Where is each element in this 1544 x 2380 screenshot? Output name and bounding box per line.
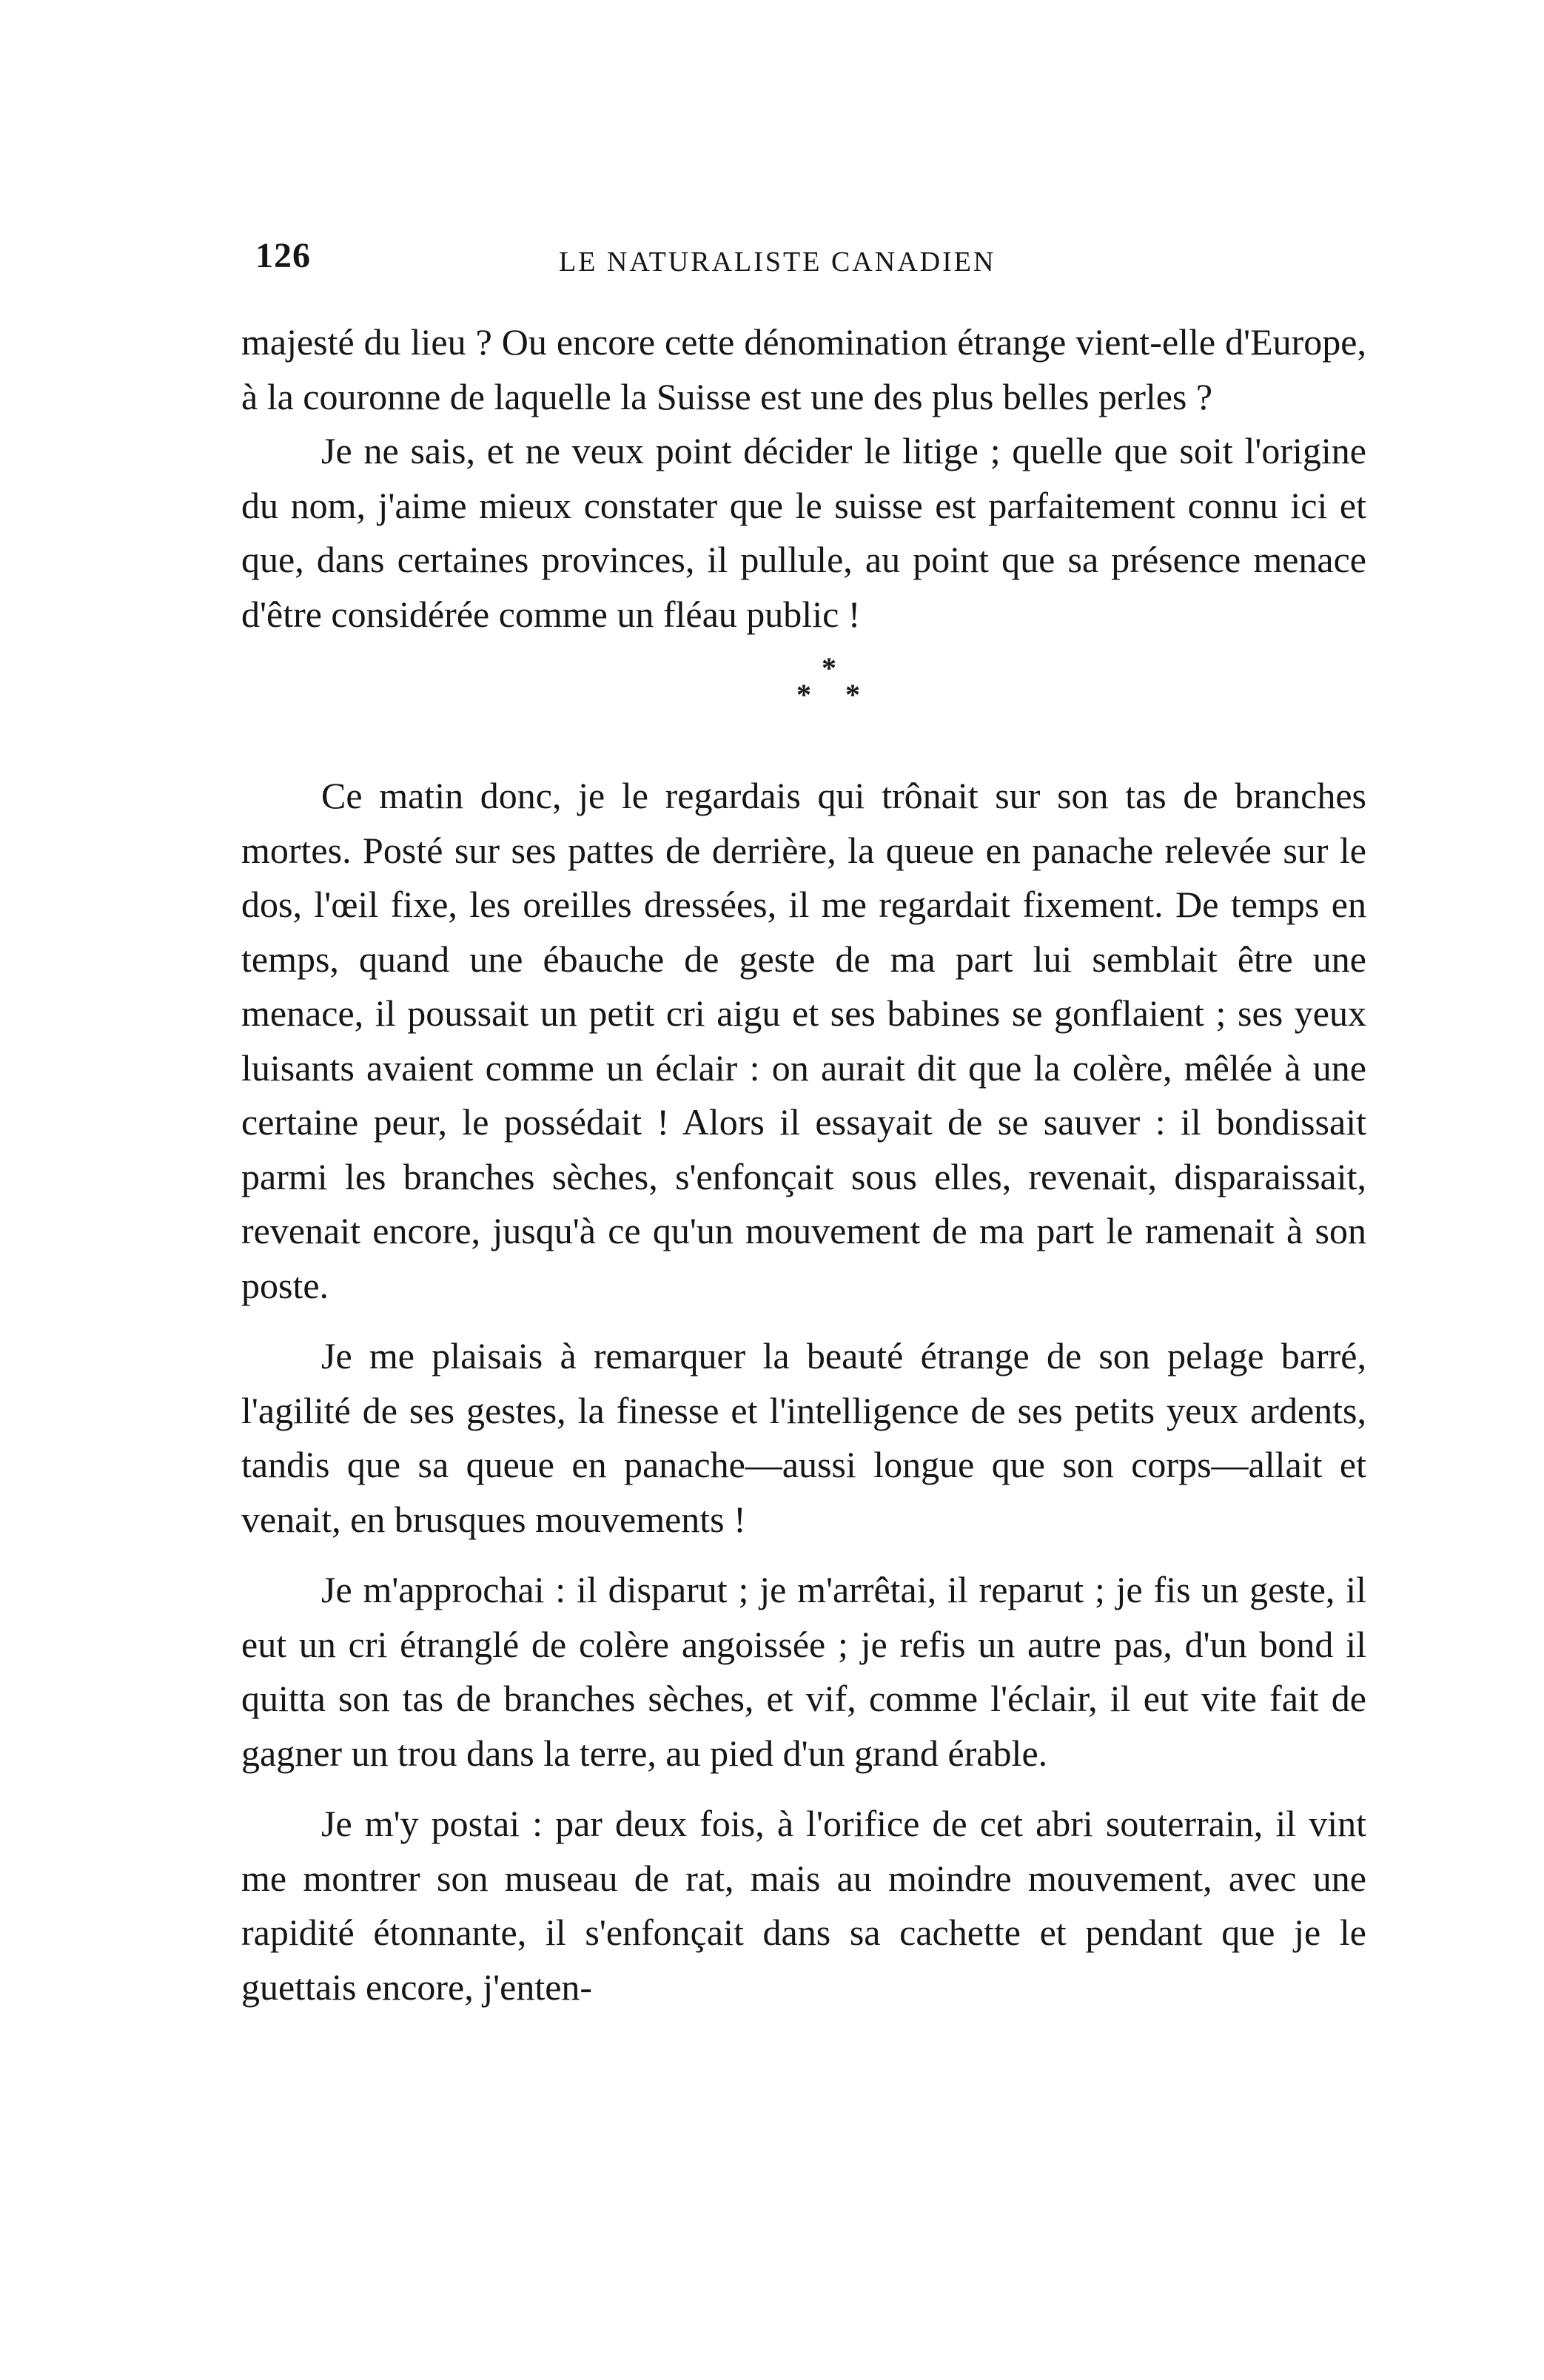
paragraph-3: Ce matin donc, je le regardais qui trônait sur son tas de branches mortes. Posté sur ses pattes de derrière, la queue en panache relevée sur le dos, l'œil fixe, les oreilles dressées, il me regardait fixement. De temps en temps, quand une ébauche de geste de ma part lui semblait être une menace, il poussait un petit cri aigu et ses babines se gonflaient ; ses yeux luisants avaient comme un éclair : on aurait dit que la colère, mêlée à une certaine peur, le possédait ! Alors il essayait de se sauver : il bondissait parmi les branches sèches, s'enfonçait sous elles, revenait, disparaissait, revenait encore, jusqu'à ce qu'un mouvement de ma part le ramenait à son poste. <box>241 775 1366 1306</box>
paragraph-5: Je m'approchai : il disparut ; je m'arrêtai, il reparut ; je fis un geste, il eut un cri étranglé de colère angoissée ; je refis un autre pas, d'un bond il quitta son tas de branches sèches, et vif, comme l'éclair, il eut vite fait de gagner un trou dans la terre, au pied d'un grand érable. <box>241 1569 1366 1774</box>
page-header <box>255 235 1366 295</box>
paragraph-1: majesté du lieu ? Ou encore cette dénomination étrange vient-elle d'Europe, à la couronne de laquelle la Suisse est une des plus belles perles ? <box>241 321 1366 417</box>
running-title: LE NATURALISTE CANADIEN <box>559 246 996 278</box>
paragraph-4: Je me plaisais à remarquer la beauté étrange de son pelage barré, l'agilité de ses gestes, la finesse et l'intelligence de ses petits yeux ardents, tandis que sa queue en panache—aussi longue que son corps—allait et venait, en brusques mouvements ! <box>241 1335 1366 1540</box>
body-text <box>241 315 1366 2014</box>
asterisk: * <box>822 651 836 685</box>
paragraph-2: Je ne sais, et ne veux point décider le litige ; quelle que soit l'origine du nom, j'aime mieux constater que le suisse est parfaitement connu ici et que, dans certaines provinces, il pullule, au point que sa présence menace d'être considérée comme un fléau public ! <box>241 430 1366 635</box>
page-number: 126 <box>255 236 311 275</box>
asterisk: * <box>796 678 811 711</box>
section-break-asterism <box>796 653 870 727</box>
asterisk: * <box>845 678 860 711</box>
paragraph-6: Je m'y postai : par deux fois, à l'orifice de cet abri souterrain, il vint me montrer son museau de rat, mais au moindre mouvement, avec une rapidité étonnante, il s'enfonçait dans sa cachette et pendant que je le guettais encore, j'enten- <box>241 1803 1366 2008</box>
